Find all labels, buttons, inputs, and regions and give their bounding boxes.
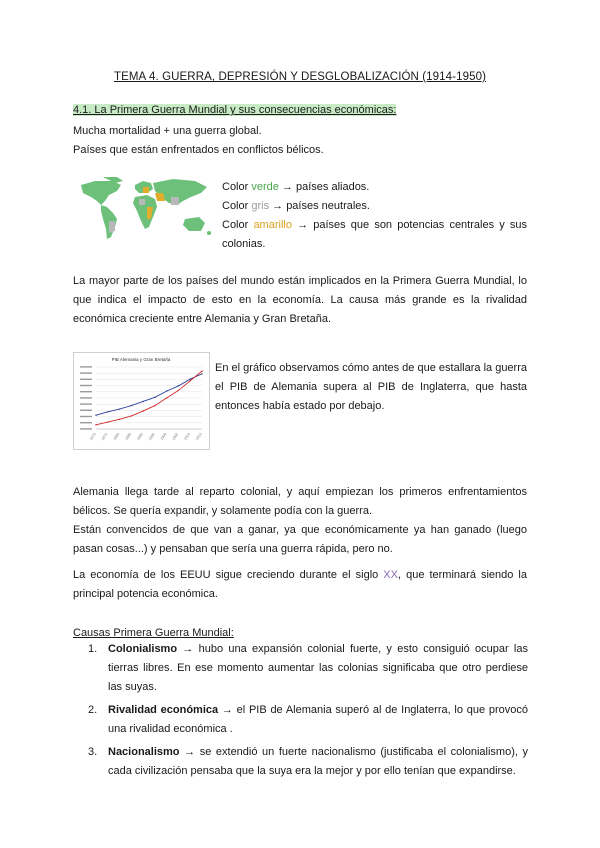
data-point [154, 397, 155, 398]
data-point [95, 424, 96, 425]
data-point [107, 411, 108, 412]
chart-y-tick-label [80, 422, 92, 423]
data-point [131, 405, 132, 406]
legend-green: Color verde → países aliados. [222, 181, 370, 193]
chart-caption: En el gráfico observamos cómo antes de que estallara la guerra el PIB de Alemania supera al PIB de Inglaterra, que hasta entonces había estado por debajo. [215, 362, 527, 412]
data-point [201, 370, 202, 371]
section-heading-text: 4.1. La Primera Guerra Mundial y sus consecuencias económicas: [73, 104, 397, 116]
x-tick-label: 1875 [100, 432, 109, 442]
chart-y-tick-label [80, 416, 92, 417]
map-neutral-asia [171, 197, 179, 205]
x-tick-label: 1880 [112, 432, 121, 442]
causes-heading: Causas Primera Guerra Mundial: [73, 627, 234, 639]
data-point [131, 415, 132, 416]
map-asia [153, 179, 207, 205]
map-neutral-sa [109, 221, 115, 233]
cause-item: 3. Nacionalismo → se extendió un fuerte nacionalismo (justificaba el colonialismo), y cada civilización pensaba que la suya era la mejor y por ello tenían que expandirse. [88, 746, 528, 777]
chart-y-tick-label [80, 410, 92, 411]
paragraph-impact: La mayor parte de los países del mundo están implicados en la Primera Guerra Mundial, lo que indica el impacto de esto en la economía. La causa más grande es la rivalidad económica creciente entre Alemania y Gran Bretaña. [73, 275, 527, 325]
x-tick-label: 1913 [194, 432, 203, 442]
map-north-america [81, 181, 121, 205]
series-line-gran-bretana [96, 374, 202, 415]
cause-item: 2. Rivalidad económica → el PIB de Alemania superó al de Inglaterra, lo que provocó una rivalidad económica . [88, 704, 528, 735]
data-point [166, 397, 167, 398]
chart-title: PIB Alemania y Gran Bretaña [111, 357, 171, 362]
data-point [190, 380, 191, 381]
paragraph-usa: La economía de los EEUU sigue creciendo durante el siglo XX, que terminará siendo la principal potencia económica. [73, 569, 527, 600]
chart-grid [80, 366, 202, 429]
section-heading [73, 103, 396, 117]
map-central-powers [143, 187, 149, 193]
map-australia [183, 217, 205, 231]
world-map-image [73, 175, 213, 245]
data-point [95, 415, 96, 416]
chart-y-tick-label [80, 397, 92, 398]
legend-gray: Color gris → países neutrales. [222, 200, 370, 212]
gdp-chart [73, 352, 210, 450]
map-neutral-africa [139, 199, 145, 205]
world-map-svg [73, 175, 213, 245]
data-point [142, 401, 143, 402]
chart-y-tick-label [80, 391, 92, 392]
data-point [119, 408, 120, 409]
data-point [107, 421, 108, 422]
x-tick-label: 1895 [147, 432, 156, 442]
chart-x-ticks [89, 432, 203, 441]
x-tick-label: 1890 [136, 432, 144, 442]
map-legend [222, 178, 527, 254]
data-point [178, 385, 179, 386]
chart-y-tick-label [80, 379, 92, 380]
data-point [119, 419, 120, 420]
chart-y-tick-label [80, 428, 92, 429]
data-point [142, 410, 143, 411]
intro-line-1: Mucha mortalidad + una guerra global. [73, 125, 262, 137]
data-point [166, 390, 167, 391]
x-tick-label: 1870 [88, 432, 97, 442]
paragraph-colonial: Alemania llega tarde al reparto colonial, y aquí empiezan los primeros enfrentamientos bélicos. Se quería expandir, y solamente podía con la guerra. [73, 486, 527, 517]
data-point [201, 373, 202, 374]
cause-item: 1. Colonialismo → hubo una expansión colonial fuerte, y esto consiguió ocupar las tierras libres. En ese momento aumentar las colonias significaba que otro perdiese las suyas. [88, 643, 528, 693]
map-new-zealand [207, 231, 211, 235]
x-tick-label: 1910 [183, 432, 192, 442]
data-point [154, 405, 155, 406]
causes-list [88, 640, 528, 785]
page-title: TEMA 4. GUERRA, DEPRESIÓN Y DESGLOBALIZACIÓN (1914-1950) [113, 71, 487, 83]
paragraph-belief: Están convencidos de que van a ganar, ya que económicamente ya han ganado (luego pasan cosas...) y pensaban que sería una guerra rápida, pero no. [73, 524, 527, 555]
intro-line-2: Países que están enfrentados en conflictos bélicos. [73, 144, 324, 156]
gdp-chart-svg [74, 353, 209, 449]
data-point [178, 390, 179, 391]
x-tick-label: 1885 [124, 432, 133, 442]
chart-y-tick-label [80, 385, 92, 386]
chart-y-tick-label [80, 372, 92, 373]
chart-y-tick-label [80, 366, 92, 367]
legend-amber: Color amarillo → países que son potencias centrales y sus colonias. [222, 219, 527, 250]
chart-y-tick-label [80, 403, 92, 404]
data-point [190, 378, 191, 379]
x-tick-label: 1905 [171, 432, 180, 442]
x-tick-label: 1900 [159, 432, 168, 442]
